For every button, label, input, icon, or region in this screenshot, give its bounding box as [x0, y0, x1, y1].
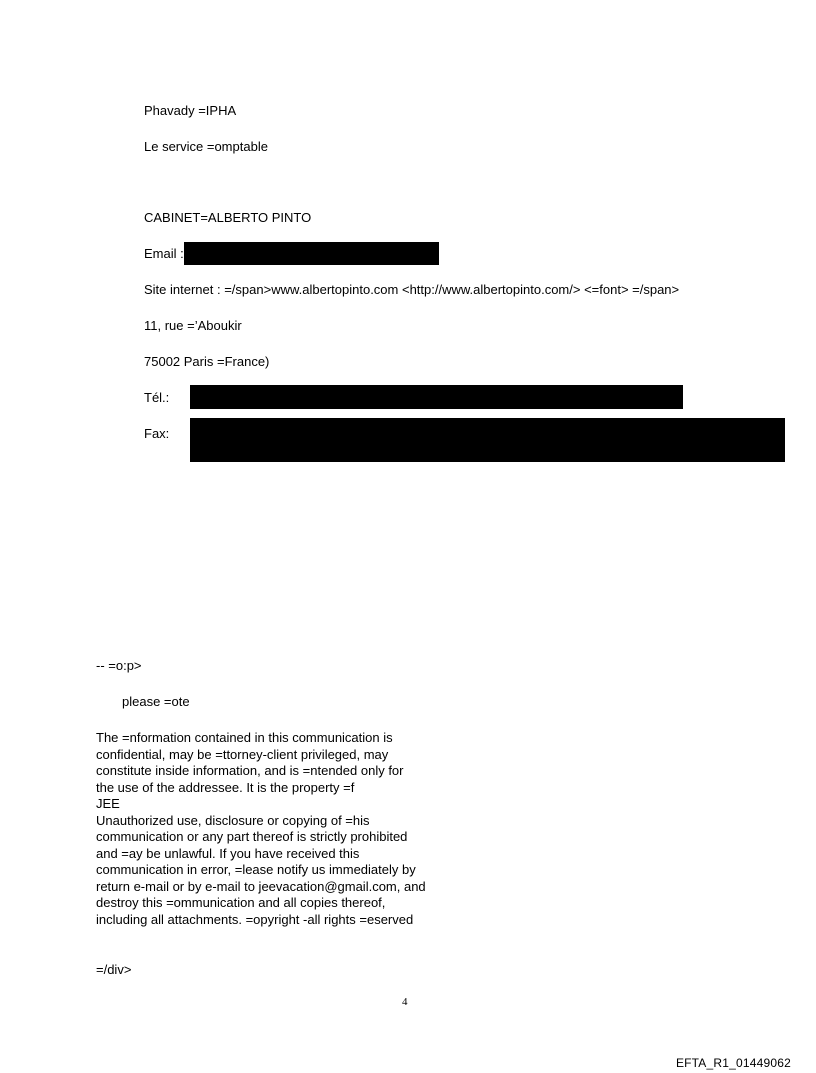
fax-label: Fax:: [144, 426, 170, 441]
signature-name: Phavady =IPHA: [144, 103, 237, 118]
tel-label: Tél.:: [144, 390, 170, 405]
separator-line: -- =o:p>: [96, 658, 142, 673]
confidentiality-disclaimer: The =nformation contained in this communication is confidential, may be =ttorney-client privileged, may constitute inside information, and is =ntended only for the use of the addressee. It is the property =f JEE Unauthorized use, disclosure or copying of =his communication or any part thereof is strictly prohibited and =ay be unlawful. If you have received this communication in error, =lease notify us immediately by return e-mail or by e-mail to jeevacation@gmail.com, and destroy this =ommunication and all copies thereof, including all attachments. =opyright -all rights =eserved: [96, 730, 426, 927]
fax-redaction: [190, 418, 785, 462]
signature-company: CABINET=ALBERTO PINTO: [144, 210, 312, 225]
website-line: Site internet : =/span>www.albertopinto.com <http://www.albertopinto.com/> <=font> =/span>: [144, 282, 680, 297]
document-id: EFTA_R1_01449062: [675, 1056, 791, 1070]
street-address: 11, rue =’Aboukir: [144, 318, 242, 333]
email-redaction: [184, 242, 439, 265]
city-address: 75002 Paris =France): [144, 354, 270, 369]
email-label: Email :: [144, 246, 184, 261]
tel-redaction: [190, 385, 683, 409]
page-number: 4: [402, 996, 408, 1008]
note-line: please =ote: [122, 694, 190, 709]
closing-tag: =/div>: [96, 962, 132, 977]
signature-department: Le service =omptable: [144, 139, 268, 154]
